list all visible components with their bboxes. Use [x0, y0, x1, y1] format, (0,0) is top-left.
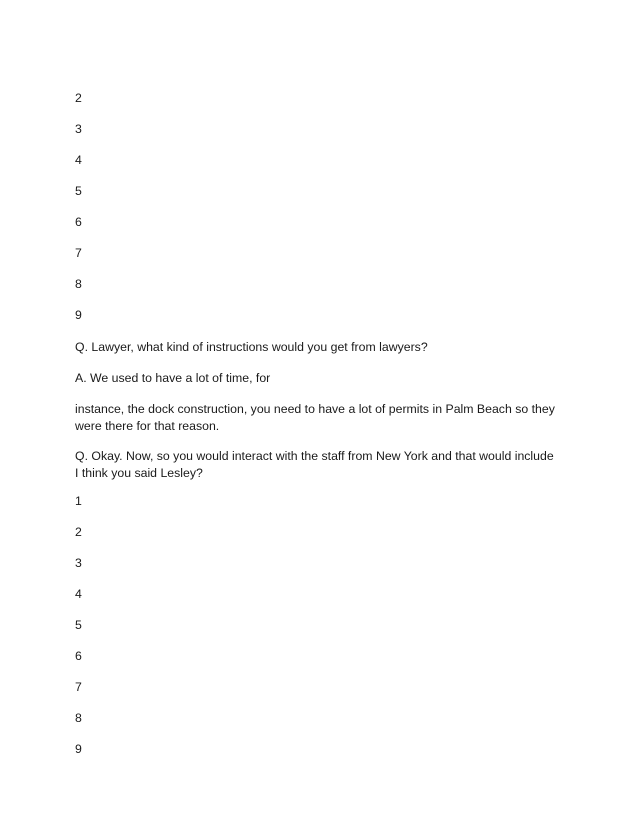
line-number: 5: [75, 184, 82, 198]
line-number: 7: [75, 246, 82, 260]
line-number: 9: [75, 308, 82, 322]
line-number: 2: [75, 525, 82, 539]
line-number: 8: [75, 711, 82, 725]
line-number: 3: [75, 122, 82, 136]
line-number: 4: [75, 587, 82, 601]
line-number: 9: [75, 742, 82, 756]
line-number: 4: [75, 153, 82, 167]
line-number: 6: [75, 649, 82, 663]
line-number: 2: [75, 91, 82, 105]
line-number: 1: [75, 494, 82, 508]
answer-paragraph: A. We used to have a lot of time, for: [75, 371, 271, 385]
line-number: 5: [75, 618, 82, 632]
answer-continuation-paragraph: instance, the dock construction, you need to have a lot of permits in Palm Beach so they were there for that reason.: [75, 402, 555, 433]
line-number: 6: [75, 215, 82, 229]
question-paragraph: Q. Lawyer, what kind of instructions would you get from lawyers?: [75, 340, 428, 354]
line-number: 8: [75, 277, 82, 291]
line-number: 3: [75, 556, 82, 570]
line-number: 7: [75, 680, 82, 694]
question-paragraph: Q. Okay. Now, so you would interact with the staff from New York and that would include I think you said Lesley?: [75, 449, 554, 480]
